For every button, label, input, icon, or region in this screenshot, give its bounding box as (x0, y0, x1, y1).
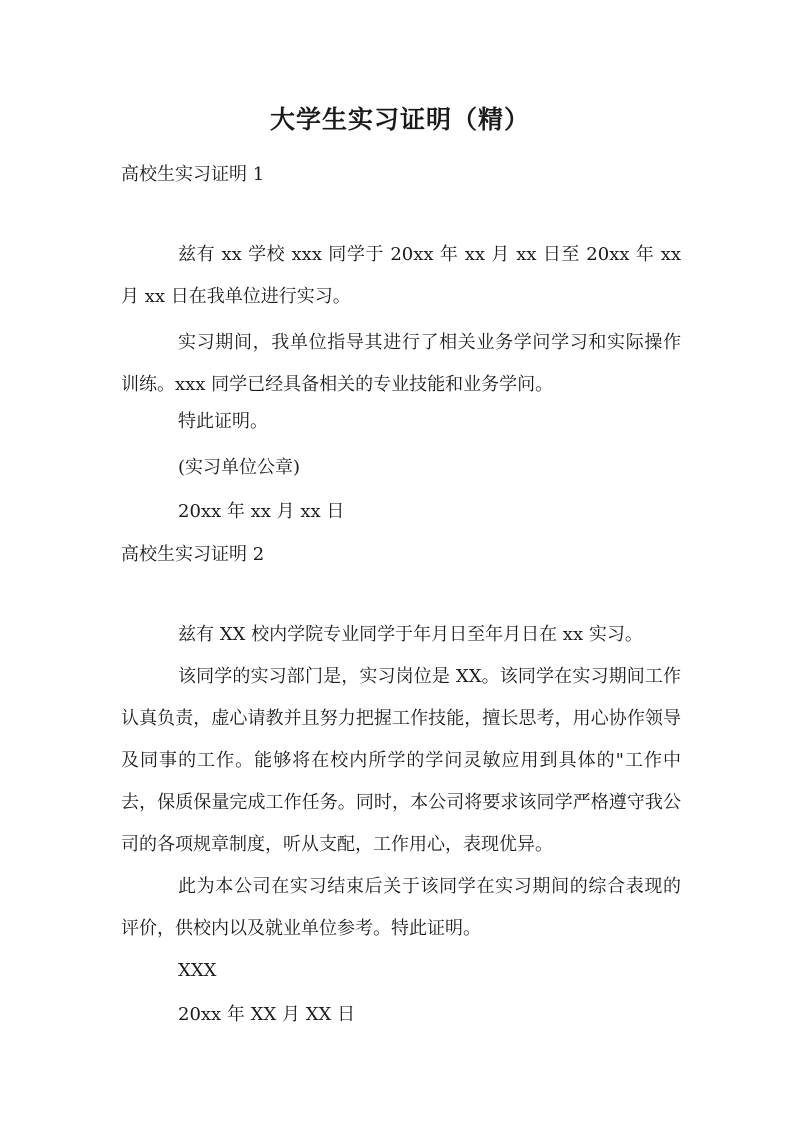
section-1-paragraph-1: 兹有 xx 学校 xxx 同学于 20xx 年 xx 月 xx 日至 20xx 年 xx 月 xx 日在我单位进行实习。 (121, 244, 681, 307)
section-1-paragraph-2: 实习期间，我单位指导其进行了相关业务学问学习和实际操作训练。xxx 同学已经具备相关的专业技能和业务学问。 (121, 332, 681, 395)
section-1-date: 20xx 年 xx 月 xx 日 (178, 501, 345, 522)
section-1-heading: 高校生实习证明 1 (121, 164, 265, 185)
section-2-paragraph-2: 该同学的实习部门是，实习岗位是 XX。该同学在实习期间工作认真负责，虚心请教并且努力把握工作技能，擅长思考，用心协作领导及同事的工作。能够将在校内所学的学问灵敏应用到具体的"工作中去，保质保量完成工作任务。同时，本公司将要求该同学严格遵守我公司的各项规章制度，听从支配，工作用心，表现优异。 (121, 666, 681, 855)
section-1-seal: (实习单位公章) (178, 457, 301, 478)
document-title: 大学生实习证明（精） (269, 105, 530, 134)
section-2-paragraph-3: 此为本公司在实习结束后关于该同学在实习期间的综合表现的评价，供校内以及就业单位参考。特此证明。 (121, 876, 681, 939)
section-2-paragraph-1: 兹有 XX 校内学院专业同学于年月日至年月日在 xx 实习。 (178, 624, 643, 645)
section-2-signature: XXX (178, 960, 217, 981)
section-2-heading: 高校生实习证明 2 (121, 544, 265, 565)
section-2-date: 20xx 年 XX 月 XX 日 (178, 1004, 356, 1025)
section-1-closing: 特此证明。 (178, 411, 268, 432)
